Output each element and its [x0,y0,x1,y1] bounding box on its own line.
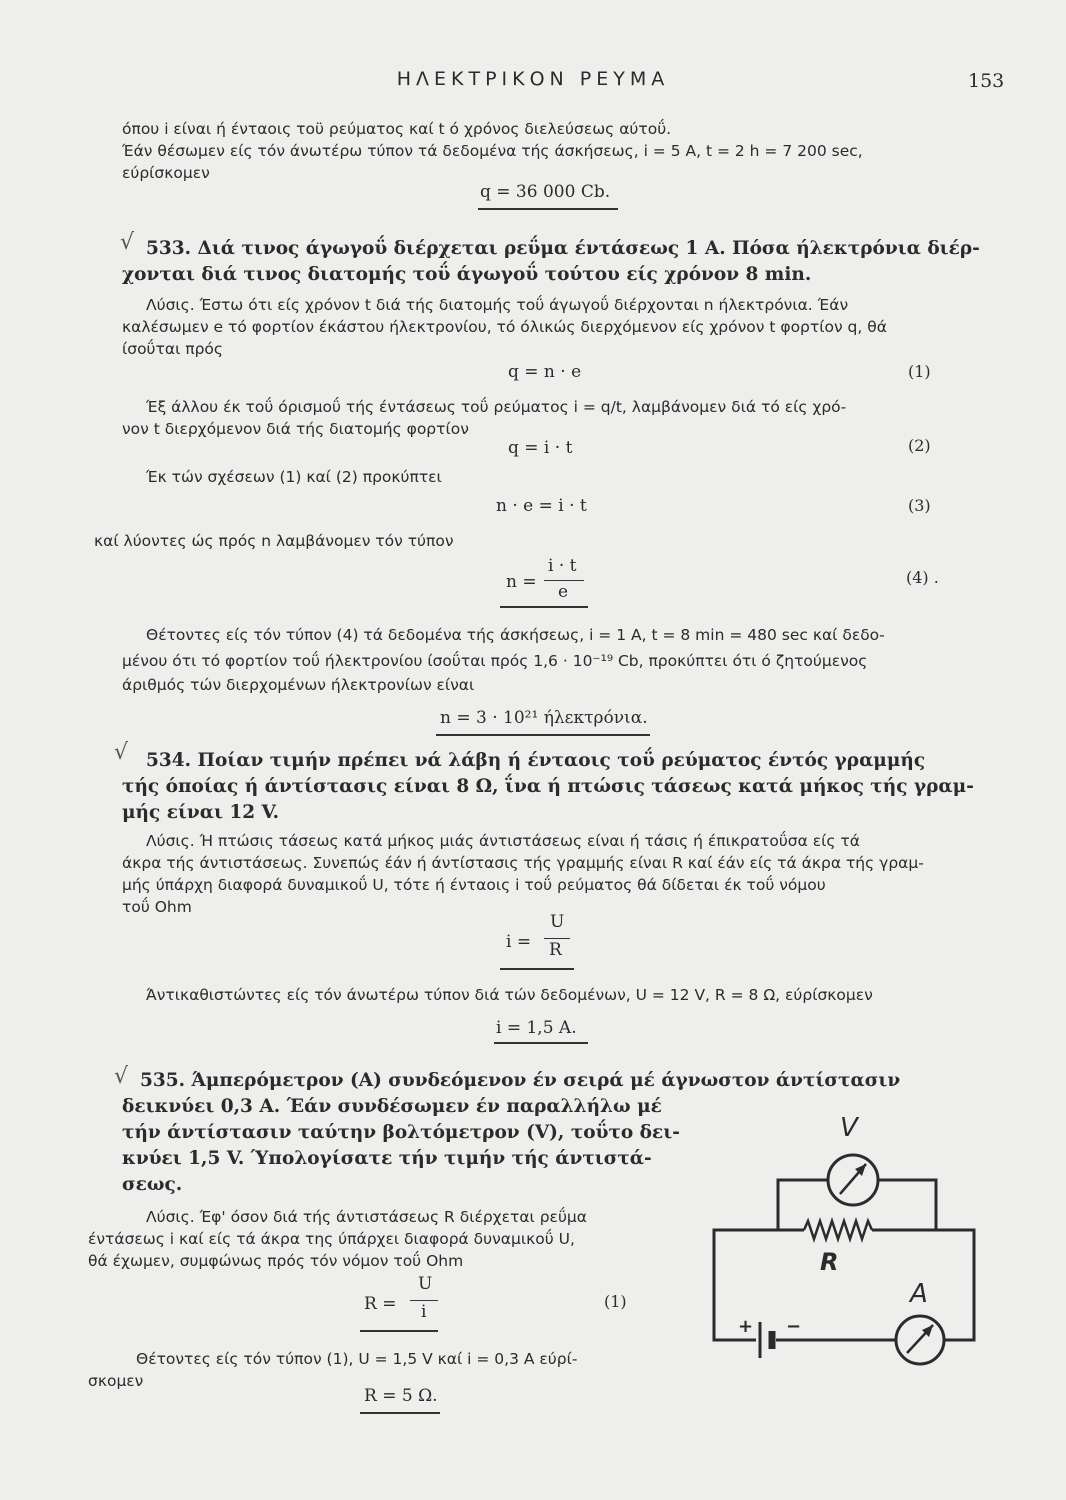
solution-533-line-1: Λύσις. Έστω ότι είς χρόνον t διά τής διατομής τοΰ άγωγοΰ διέρχονται n ήλεκτρόνια. Έάν [146,296,849,314]
result-535: R = 5 Ω. [364,1386,438,1406]
wire [936,1230,974,1340]
fraction-bar [544,580,584,581]
problem-535-title-1: 535. Άμπερόμετρον (Α) συνδεόμενον έν σειρά μέ άγνωστον άντίστασιν [140,1070,901,1091]
ohm-equation-denominator: R [549,940,562,960]
equation-4-numerator: i · t [548,556,577,576]
resistor-zigzag [804,1221,872,1239]
ohm-equation-lhs: i = [506,932,532,952]
equation-underline [500,968,574,970]
solution-533-text3: Έκ τών σχέσεων (1) καί (2) προκύπτει [146,468,442,486]
equation-3-number: (3) [908,496,931,515]
problem-535-title-5: σεως. [122,1174,183,1195]
result-534: i = 1,5 A. [496,1018,577,1038]
equation-4-lhs: n = [506,572,537,592]
equation-underline [500,606,588,608]
result-underline [494,1042,588,1044]
solution-535-line-1: Λύσις. Έφ' όσον διά τής άντιστάσεως R διέρχεται ρεΰμα [146,1208,587,1226]
ohm-equation-numerator: U [418,1274,433,1294]
ohm-equation-numerator: U [550,912,565,932]
problem-534-title-2: τής όποίας ή άντίστασις είναι 8 Ω, ΐνα ή πτώσις τάσεως κατά μήκος τής γραμ- [122,776,974,797]
battery-minus-label: − [786,1316,802,1337]
equation-underline [360,1330,438,1332]
result-underline [436,734,650,736]
ammeter-label: A [910,1279,928,1309]
equation-4-number: (4) . [906,568,939,587]
problem-533-title-2: χονται διά τινος διατομής τοΰ άγωγοΰ τούτου είς χρόνον 8 min. [122,264,812,285]
resistor-label: R [820,1248,839,1276]
ohm-equation-lhs: R = [364,1294,397,1314]
intro-line-3: εύρίσκομεν [122,164,210,182]
solution-535-text2-1: Θέτοντες είς τόν τύπον (1), U = 1,5 V καί i = 0,3 A εύρί- [136,1350,578,1368]
ohm-equation-denominator: i [421,1302,427,1322]
intro-result: q = 36 000 Cb. [480,182,611,202]
problem-535-title-4: κνύει 1,5 V. Ύπολογίσατε τήν τιμήν τής άντιστά- [122,1148,652,1169]
solution-534-line-1: Λύσις. Ή πτώσις τάσεως κατά μήκος μιάς άντιστάσεως είναι ή τάσις ή έπικρατοΰσα είς τά [146,832,860,850]
equation-1-number: (1) [908,362,931,381]
equation-2: q = i · t [508,438,573,458]
solution-533-text2-1: Έξ άλλου έκ τοΰ όρισμοΰ τής έντάσεως τοΰ ρεύματος i = q/t, λαμβάνομεν διά τό είς χρό- [146,398,847,416]
solution-535-line-3: θά έχωμεν, συμφώνως πρός τόν νόμον τοΰ Ohm [88,1252,464,1270]
solution-534-text2: Άντικαθιστώντες είς τόν άνωτέρω τύπον διά τών δεδομένων, U = 12 V, R = 8 Ω, εύρίσκομεν [146,986,873,1004]
equation-4-denominator: e [558,582,569,602]
page-number: 153 [968,70,1005,92]
wire [878,1180,936,1230]
solution-534-line-3: μής ύπάρχη διαφορά δυναμικοΰ U, τότε ή ένταοις i τοΰ ρεύματος θά δίδεται έκ τοΰ νόμου [122,876,826,894]
solution-533-text4: καί λύοντες ώς πρός n λαμβάνομεν τόν τύπον [94,532,454,550]
solution-534-line-2: άκρα τής άντιστάσεως. Συνεπώς έάν ή άντίστασις τής γραμμής είναι R καί έάν είς τά άκρα τής γραμ- [122,854,924,872]
solution-535-text2-2: σκομεν [88,1372,144,1390]
solution-533-line-3: ίσοΰται πρός [122,340,223,358]
check-mark: √ [114,740,129,765]
check-mark: √ [120,230,135,255]
voltmeter-label: V [840,1113,858,1143]
problem-535-title-2: δεικνύει 0,3 Α. Έάν συνδέσωμεν έν παραλλήλω μέ [122,1096,662,1117]
problem-535-title-3: τήν άντίστασιν ταύτην βολτόμετρον (V), τοΰτο δει- [122,1122,680,1143]
result-underline [360,1412,440,1414]
problem-534-title-3: μής είναι 12 V. [122,802,280,823]
solution-533-text5-2: μένου ότι τό φορτίον τοΰ ήλεκτρονίου ίσοΰται πρός 1,6 · 10⁻¹⁹ Cb, προκύπτει ότι ό ζητούμενος [122,652,868,670]
running-header: ΗΛΕΚΤΡΙΚΟΝ ΡΕΥΜΑ [396,68,670,90]
solution-535-line-2: έντάσεως i καί είς τά άκρα της ύπάρχει διαφορά δυναμικοΰ U, [88,1230,575,1248]
equation-3: n · e = i · t [496,496,587,516]
check-mark: √ [114,1064,129,1089]
fraction-bar [544,938,570,939]
equation-number: (1) [604,1292,627,1311]
solution-533-line-2: καλέσωμεν e τό φορτίον έκάστου ήλεκτρονίου, τό όλικώς διερχόμενον είς χρόνον t φορτίον q, θά [122,318,887,336]
problem-534-title-1: 534. Ποίαν τιμήν πρέπει νά λάβη ή ένταοις τοΰ ρεύματος έντός γραμμής [146,750,926,771]
intro-line-1: όπου i είναι ή ένταοις τοϋ ρεύματος καί t ό χρόνος διελεύσεως αύτοΰ. [122,120,672,138]
problem-533-title-1: 533. Διά τινος άγωγοΰ διέρχεται ρεΰμα έντάσεως 1 Α. Πόσα ήλεκτρόνια διέρ- [146,238,980,259]
solution-533-text2-2: νον t διερχόμενον διά τής διατομής φορτίον [122,420,469,438]
solution-533-text5-3: άριθμός τών διερχομένων ήλεκτρονίων είναι [122,676,475,694]
result-533: n = 3 · 10²¹ ήλεκτρόνια. [440,708,648,728]
intro-line-2: Έάν θέσωμεν είς τόν άνωτέρω τύπον τά δεδομένα τής άσκήσεως, i = 5 A, t = 2 h = 7 200 sec, [122,142,863,160]
battery-plus-label: + [738,1316,754,1337]
equation-1: q = n · e [508,362,582,382]
circuit-diagram [700,1100,1000,1390]
solution-533-text5-1: Θέτοντες είς τόν τύπον (4) τά δεδομένα τής άσκήσεως, i = 1 A, t = 8 min = 480 sec καί δεδο- [146,626,885,644]
solution-534-line-4: τοΰ Ohm [122,898,192,916]
equation-2-number: (2) [908,436,931,455]
fraction-bar [410,1300,438,1301]
result-underline [478,208,618,210]
